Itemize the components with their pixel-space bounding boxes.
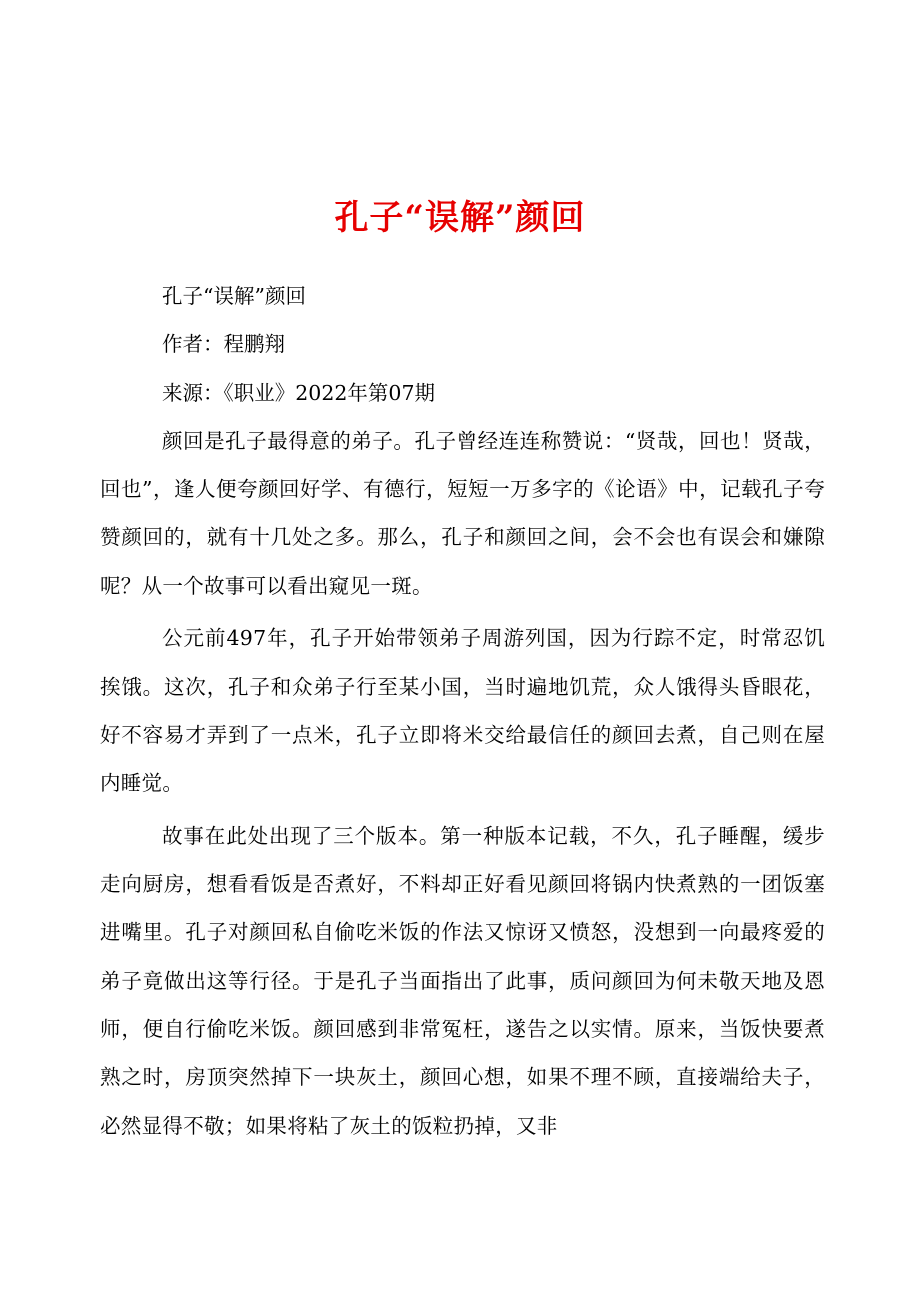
document-title: 孔子“误解”颜回 <box>334 198 586 238</box>
source-line: 来源：《职业》2022年第07期 <box>162 380 436 405</box>
document-body <box>100 272 825 1154</box>
author-line: 作者：程鹏翔 <box>162 332 285 357</box>
paragraph-1: 颜回是孔子最得意的弟子。孔子曾经连连称赞说：“贤哉，回也！贤哉，回也”，逢人便夸颜回好学、有德行，短短一万多字的《论语》中，记载孔子夸赞颜回的，就有十几处之多。那么，孔子和颜回之间，会不会也有误会和嫌隙呢？从一个故事可以看出窥见一斑。 <box>100 428 825 598</box>
paragraph-3: 故事在此处出现了三个版本。第一种版本记载，不久，孔子睡醒，缓步走向厨房，想看看饭是否煮好，不料却正好看见颜回将锅内快煮熟的一团饭塞进嘴里。孔子对颜回私自偷吃米饭的作法又惊讶又愤怒，没想到一向最疼爱的弟子竟做出这等行径。于是孔子当面指出了此事，质问颜回为何未敬天地及恩师，便自行偷吃米饭。颜回感到非常冤枉，遂告之以实情。原来，当饭快要煮熟之时，房顶突然掉下一块灰土，颜回心想，如果不理不顾，直接端给夫子，必然显得不敬；如果将粘了灰土的饭粒扔掉，又非 <box>100 823 825 1138</box>
paragraph-2: 公元前497年，孔子开始带领弟子周游列国，因为行踪不定，时常忍饥挨饿。这次，孔子和众弟子行至某小国，当时遍地饥荒，众人饿得头昏眼花，好不容易才弄到了一点米，孔子立即将米交给最信任的颜回去煮，自己则在屋内睡觉。 <box>100 626 825 796</box>
article-subtitle: 孔子“误解”颜回 <box>162 284 306 308</box>
